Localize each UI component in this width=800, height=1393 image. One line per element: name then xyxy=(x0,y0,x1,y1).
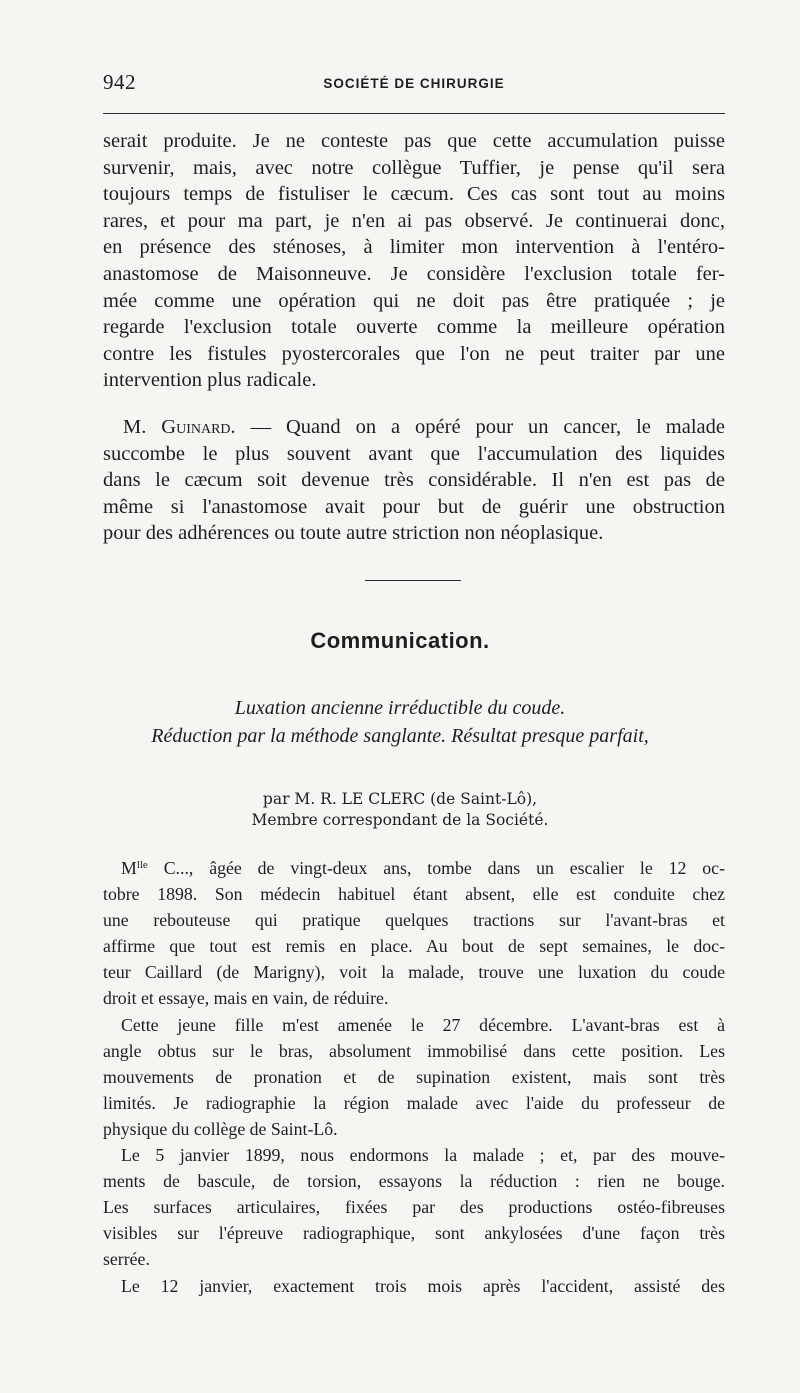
text-line: Le 12 janvier, exactement trois mois après l'accident, assisté des xyxy=(121,1275,725,1296)
text-line: regarde l'exclusion totale ouverte comme la meilleure opération xyxy=(103,316,725,339)
text-line: dans le cæcum soit devenue très considérable. Il n'en est pas de xyxy=(103,469,725,492)
text-line: serrée. xyxy=(103,1249,150,1270)
discussion-paragraph xyxy=(103,128,725,394)
page-number: 942 xyxy=(103,70,136,94)
text-line xyxy=(103,414,725,441)
text-line: intervention plus radicale. xyxy=(103,369,317,392)
reply-paragraph xyxy=(103,414,725,547)
case-first-line: C..., âgée de vingt-deux ans, tombe dans un escalier le 12 oc- xyxy=(147,858,725,878)
case-report xyxy=(103,855,725,1299)
speaker-name: M. Guinard. xyxy=(123,416,236,438)
header-rule xyxy=(103,113,725,114)
mlle-prefix: M xyxy=(121,858,137,878)
text-line: toujours temps de fistuliser le cæcum. Ces cas sont tout au moins xyxy=(103,183,725,206)
text-line: affirme que tout est remis en place. Au bout de sept semaines, le doc- xyxy=(103,936,725,957)
text-line xyxy=(103,855,725,881)
mlle-superscript: lle xyxy=(136,859,148,871)
text-line: tobre 1898. Son médecin habituel étant absent, elle est conduite chez xyxy=(103,884,725,905)
journal-title: SOCIÉTÉ DE CHIRURGIE xyxy=(323,76,505,91)
text-line: succombe le plus souvent avant que l'accumulation des liquides xyxy=(103,442,725,465)
section-separator xyxy=(365,580,461,581)
running-head xyxy=(103,70,725,94)
text-line: visibles sur l'épreuve radiographique, sont ankylosées d'une façon très xyxy=(103,1223,725,1244)
text-line: angle obtus sur le bras, absolument immobilisé dans cette position. Les xyxy=(103,1040,725,1061)
text-line: mouvements de pronation et de supination existent, mais sont très xyxy=(103,1066,725,1087)
text-line: Le 5 janvier 1899, nous endormons la malade ; et, par des mouve- xyxy=(121,1145,725,1166)
reply-first-line: — Quand on a opéré pour un cancer, le malade xyxy=(235,416,725,438)
text-line: survenir, mais, avec notre collègue Tuffier, je pense qu'il sera xyxy=(103,156,725,179)
section-heading: Communication. xyxy=(310,628,490,653)
text-line: rares, et pour ma part, je n'en ai pas observé. Je continuerai donc, xyxy=(103,209,725,232)
article-title-line-2: Réduction par la méthode sanglante. Résultat presque parfait, xyxy=(151,725,649,747)
text-line: teur Caillard (de Marigny), voit la malade, trouve une luxation du coude xyxy=(103,962,725,983)
text-line: physique du collège de Saint-Lô. xyxy=(103,1118,338,1139)
text-line: même si l'anastomose avait pour but de guérir une obstruction xyxy=(103,495,725,518)
text-line: en présence des sténoses, à limiter mon intervention à l'entéro- xyxy=(103,236,725,259)
text-line: droit et essaye, mais en vain, de réduire. xyxy=(103,988,389,1009)
text-line: serait produite. Je ne conteste pas que cette accumulation puisse xyxy=(103,130,725,152)
text-line: ments de bascule, de torsion, essayons la réduction : rien ne bouge. xyxy=(103,1171,725,1192)
text-line: anastomose de Maisonneuve. Je considère l'exclusion totale fer- xyxy=(103,262,725,285)
text-line: limités. Je radiographie la région malade avec l'aide du professeur de xyxy=(103,1092,725,1113)
text-line: mée comme une opération qui ne doit pas être pratiquée ; je xyxy=(103,289,725,312)
text-line: Les surfaces articulaires, fixées par des productions ostéo-fibreuses xyxy=(103,1197,725,1218)
author-affiliation: Membre correspondant de la Société. xyxy=(251,811,549,829)
text-line: Cette jeune fille m'est amenée le 27 décembre. L'avant-bras est à xyxy=(121,1014,725,1035)
text-line: contre les fistules pyostercorales que l'on ne peut traiter par une xyxy=(103,342,725,365)
text-line: pour des adhérences ou toute autre striction non néoplasique. xyxy=(103,522,604,545)
article-title-line-1: Luxation ancienne irréductible du coude. xyxy=(234,697,566,719)
article-author: par M. R. LE CLERC (de Saint-Lô), xyxy=(262,790,538,808)
text-line: une rebouteuse qui pratique quelques tractions sur l'avant-bras et xyxy=(103,910,725,931)
